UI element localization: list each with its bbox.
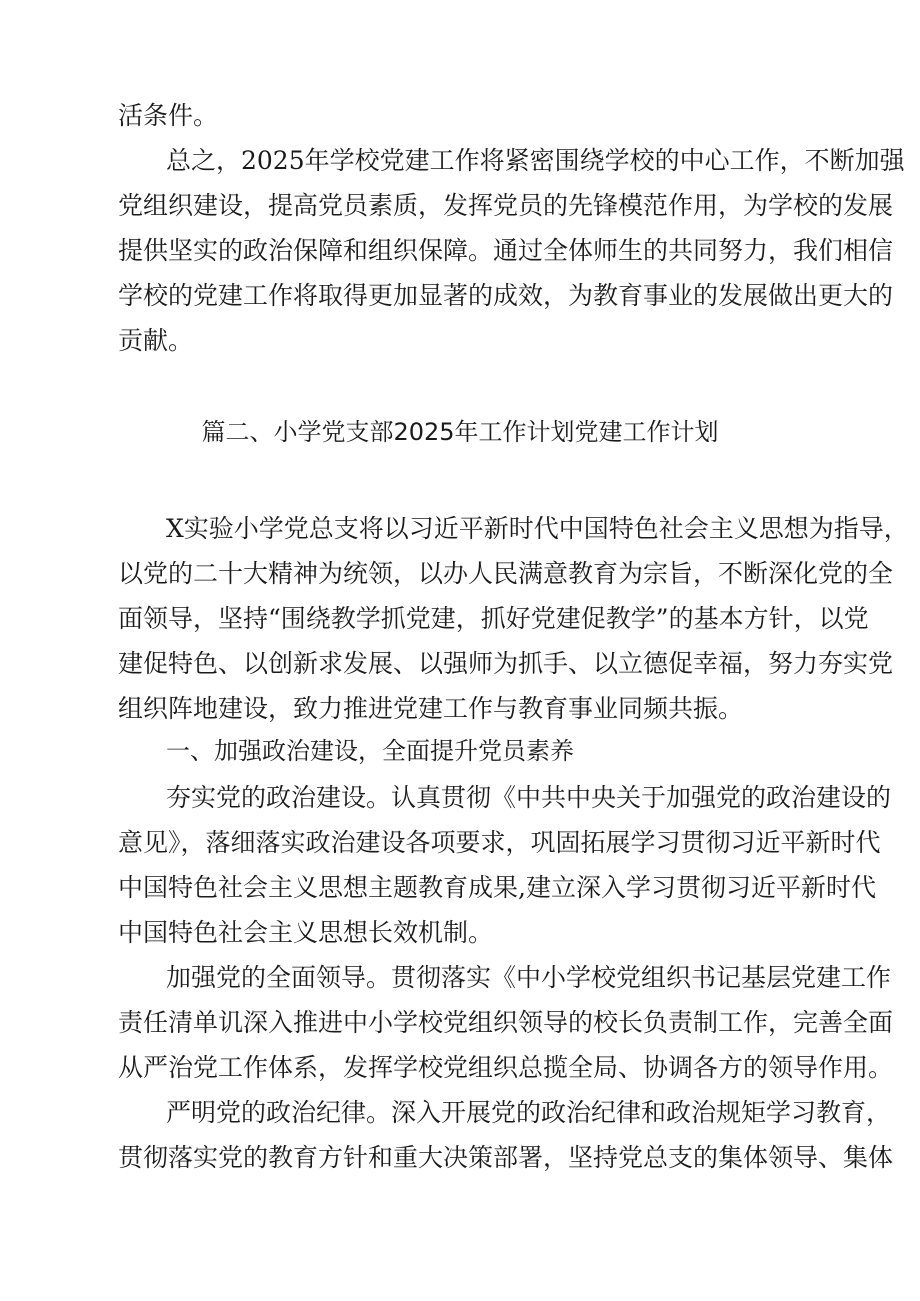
- text-line: 学校的党建工作将取得更加显著的成效，为教育事业的发展做出更大的: [118, 281, 894, 310]
- text-line: 总之，2025年学校党建工作将紧密围绕学校的中心工作，不断加强: [166, 146, 905, 175]
- text-line: 建促特色、以创新求发展、以强师为抓手、以立德促幸福，努力夯实党: [118, 649, 894, 678]
- text-line: 贯彻落实党的教育方针和重大决策部署，坚持党总支的集体领导、集体: [118, 1143, 894, 1172]
- text-line: 中国特色社会主义思想主题教育成果,建立深入学习贯彻习近平新时代: [118, 873, 876, 902]
- text-line: 以党的二十大精神为统领，以办人民满意教育为宗旨，不断深化党的全: [118, 559, 894, 588]
- text-line: 责任清单讥深入推进中小学校党组织领导的校长负责制工作，完善全面: [118, 1008, 894, 1037]
- text-line: X实验小学党总支将以习近平新时代中国特色社会主义思想为指导，: [166, 514, 909, 543]
- text-line: 中国特色社会主义思想长效机制。: [118, 918, 494, 947]
- text-line: 贡献。: [118, 326, 194, 355]
- text-line: 提供坚实的政治保障和组织保障。通过全体师生的共同努力，我们相信: [118, 236, 894, 265]
- text-line: 严明党的政治纪律。深入开展党的政治纪律和政治规矩学习教育，: [166, 1098, 892, 1127]
- text-line: 意见》，落细落实政治建设各项要求，巩固拓展学习贯彻习近平新时代: [118, 828, 881, 857]
- text-line: 组织阵地建设，致力推进党建工作与教育事业同频共振。: [118, 694, 744, 723]
- text-line: 夯实党的政治建设。认真贯彻《中共中央关于加强党的政治建设的: [166, 783, 892, 812]
- text-line: 党组织建设，提高党员素质，发挥党员的先锋模范作用，为学校的发展: [118, 191, 894, 220]
- text-line: 加强党的全面领导。贯彻落实《中小学校党组织书记基层党建工作: [166, 963, 892, 992]
- section-title: 篇二、小学党支部2025年工作计划党建工作计划: [201, 418, 719, 446]
- text-line: 从严治党工作体系，发挥学校党组织总揽全局、协调各方的领导作用。: [118, 1053, 894, 1082]
- text-line: 活条件。: [118, 101, 219, 130]
- text-line: 面领导，坚持“围绕教学抓党建，抓好党建促教学”的基本方针，以党: [118, 604, 869, 633]
- subsection-heading: 一、加强政治建设，全面提升党员素养: [166, 737, 574, 765]
